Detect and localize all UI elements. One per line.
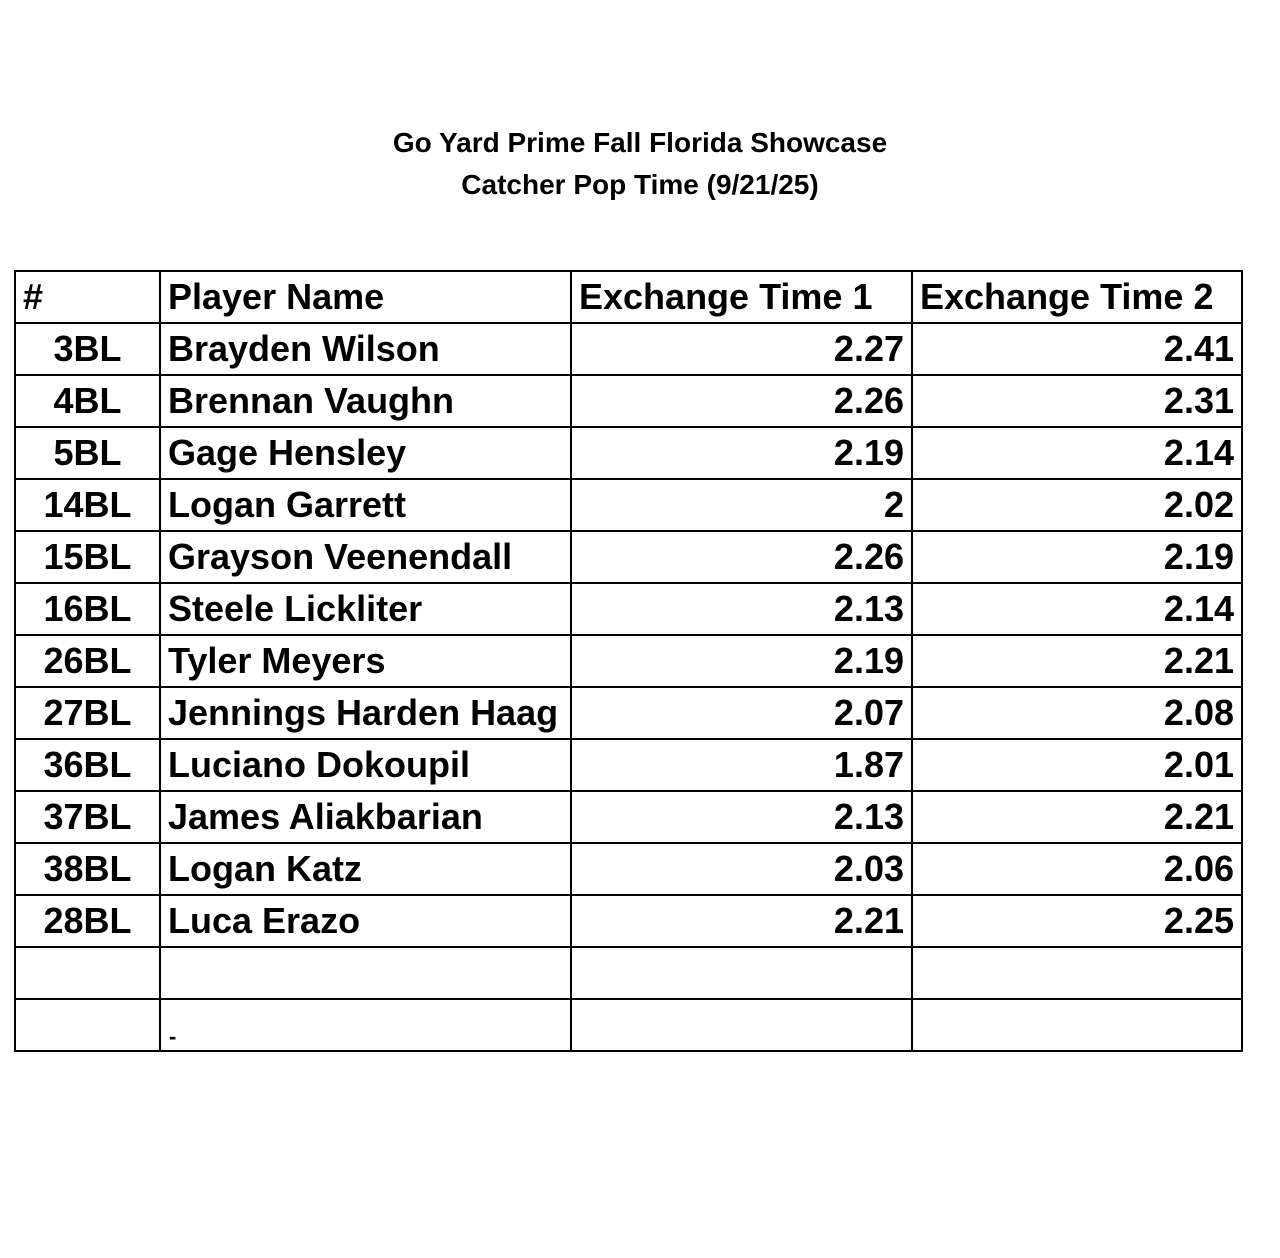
- header-exchange-time-1: Exchange Time 1: [571, 271, 912, 323]
- table-row: [15, 895, 1242, 947]
- player-name: Gage Hensley: [160, 427, 571, 479]
- player-number: 14BL: [15, 479, 160, 531]
- table-row: [15, 531, 1242, 583]
- table-row: [15, 739, 1242, 791]
- player-name: Steele Lickliter: [160, 583, 571, 635]
- stray-dash-mark: -: [169, 1024, 177, 1049]
- player-name: Logan Katz: [160, 843, 571, 895]
- player-name: Brennan Vaughn: [160, 375, 571, 427]
- exchange-time-1: 1.87: [571, 739, 912, 791]
- table-header-row: [15, 271, 1242, 323]
- document-title-line-2: Catcher Pop Time (9/21/25): [461, 169, 819, 200]
- player-number: 28BL: [15, 895, 160, 947]
- player-name: Grayson Veenendall: [160, 531, 571, 583]
- player-number: 3BL: [15, 323, 160, 375]
- table-row: [15, 791, 1242, 843]
- pop-time-table: [14, 270, 1243, 1052]
- empty-cell: [15, 947, 160, 999]
- exchange-time-2: 2.41: [912, 323, 1242, 375]
- table-row: [15, 843, 1242, 895]
- player-number: 5BL: [15, 427, 160, 479]
- exchange-time-2: 2.02: [912, 479, 1242, 531]
- table-row: [15, 323, 1242, 375]
- table-row: [15, 427, 1242, 479]
- exchange-time-2: 2.01: [912, 739, 1242, 791]
- empty-cell: [571, 947, 912, 999]
- player-number: 26BL: [15, 635, 160, 687]
- player-name: Luciano Dokoupil: [160, 739, 571, 791]
- table-row: [15, 635, 1242, 687]
- exchange-time-1: 2.21: [571, 895, 912, 947]
- empty-table-row: [15, 947, 1242, 999]
- player-number: 38BL: [15, 843, 160, 895]
- table-row: [15, 479, 1242, 531]
- exchange-time-1: 2.26: [571, 531, 912, 583]
- document-title-line-1: Go Yard Prime Fall Florida Showcase: [392, 127, 888, 158]
- exchange-time-2: 2.14: [912, 427, 1242, 479]
- header-player-name: Player Name: [160, 271, 571, 323]
- player-number: 27BL: [15, 687, 160, 739]
- table-row: [15, 583, 1242, 635]
- header-number: #: [15, 271, 160, 323]
- player-name: Tyler Meyers: [160, 635, 571, 687]
- exchange-time-1: 2.27: [571, 323, 912, 375]
- exchange-time-1: 2.19: [571, 635, 912, 687]
- exchange-time-1: 2.13: [571, 791, 912, 843]
- header-exchange-time-2: Exchange Time 2: [912, 271, 1242, 323]
- exchange-time-2: 2.31: [912, 375, 1242, 427]
- exchange-time-1: 2.26: [571, 375, 912, 427]
- empty-table-row: [15, 999, 1242, 1051]
- empty-cell: [912, 999, 1242, 1051]
- player-number: 4BL: [15, 375, 160, 427]
- player-number: 36BL: [15, 739, 160, 791]
- exchange-time-2: 2.14: [912, 583, 1242, 635]
- player-number: 37BL: [15, 791, 160, 843]
- table-row: [15, 687, 1242, 739]
- player-name: James Aliakbarian: [160, 791, 571, 843]
- empty-cell: [571, 999, 912, 1051]
- exchange-time-1: 2.13: [571, 583, 912, 635]
- exchange-time-2: 2.08: [912, 687, 1242, 739]
- player-name: Luca Erazo: [160, 895, 571, 947]
- exchange-time-2: 2.21: [912, 635, 1242, 687]
- exchange-time-1: 2.07: [571, 687, 912, 739]
- player-number: 15BL: [15, 531, 160, 583]
- exchange-time-2: 2.06: [912, 843, 1242, 895]
- empty-cell: [160, 947, 571, 999]
- exchange-time-2: 2.19: [912, 531, 1242, 583]
- exchange-time-1: 2: [571, 479, 912, 531]
- player-name: Brayden Wilson: [160, 323, 571, 375]
- table-row: [15, 375, 1242, 427]
- exchange-time-2: 2.21: [912, 791, 1242, 843]
- document-title: [0, 122, 1280, 206]
- player-name: Logan Garrett: [160, 479, 571, 531]
- empty-cell: [912, 947, 1242, 999]
- empty-cell: [15, 999, 160, 1051]
- player-number: 16BL: [15, 583, 160, 635]
- exchange-time-1: 2.03: [571, 843, 912, 895]
- exchange-time-2: 2.25: [912, 895, 1242, 947]
- empty-cell-with-mark: [160, 999, 571, 1051]
- exchange-time-1: 2.19: [571, 427, 912, 479]
- player-name: Jennings Harden Haag: [160, 687, 571, 739]
